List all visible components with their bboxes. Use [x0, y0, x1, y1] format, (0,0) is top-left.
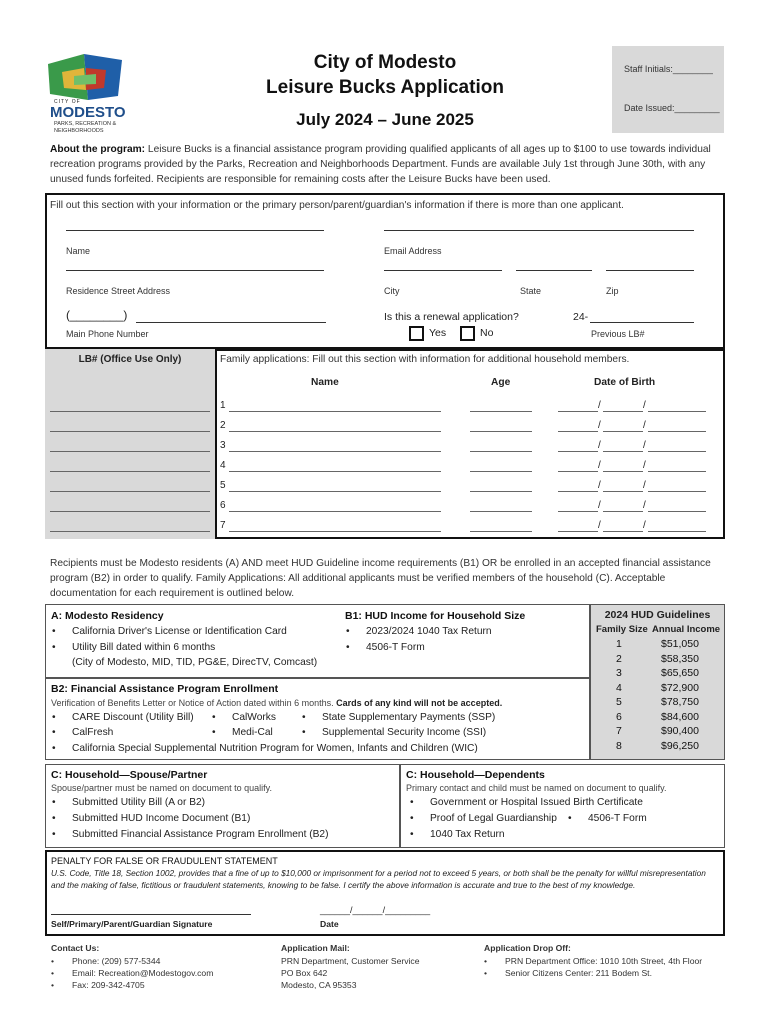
about-label: About the program:: [50, 144, 146, 155]
prev-lb-field[interactable]: [590, 322, 694, 323]
section-a-title: A: Modesto Residency: [51, 610, 164, 622]
family-instructions: Family applications: Fill out this section with information for additional household members.: [220, 354, 630, 365]
logo-sub2: NEIGHBORHOODS: [54, 128, 104, 134]
family-row-number: 3: [220, 440, 226, 451]
staff-initials[interactable]: Staff Initials:________: [624, 64, 713, 74]
contact-phone-text: Phone: (209) 577-5344: [72, 956, 161, 966]
hud-family-size: 5: [616, 696, 622, 708]
family-dob-sep: /: [598, 420, 601, 431]
family-dob-sep: /: [643, 420, 646, 431]
date-line[interactable]: ______/______/_________: [320, 905, 431, 915]
office-lb-field[interactable]: [50, 411, 210, 412]
family-dob-sep: /: [598, 480, 601, 491]
phone-label: Main Phone Number: [66, 329, 149, 339]
contact-title: Contact Us:: [51, 943, 100, 953]
family-dob-sep: /: [598, 460, 601, 471]
family-age-field[interactable]: [470, 491, 532, 492]
office-lb-field[interactable]: [50, 491, 210, 492]
office-lb-field[interactable]: [50, 531, 210, 532]
signature-field[interactable]: [51, 914, 251, 915]
family-dob-day[interactable]: [603, 451, 643, 452]
hud-col-income: Annual Income: [652, 624, 721, 635]
family-row-number: 7: [220, 520, 226, 531]
drop-line-2-text: Senior Citizens Center: 211 Bodem St.: [505, 968, 652, 978]
family-dob-month[interactable]: [558, 531, 598, 532]
family-row-number: 6: [220, 500, 226, 511]
family-name-field[interactable]: [229, 531, 441, 532]
hud-annual-income: $65,650: [661, 667, 699, 679]
drop-line-1-text: PRN Department Office: 1010 10th Street, 4th Floor: [505, 956, 703, 966]
hud-family-size: 3: [616, 667, 622, 679]
section-c2-title: C: Household—Dependents: [406, 769, 545, 781]
family-dob-day[interactable]: [603, 511, 643, 512]
family-dob-month[interactable]: [558, 411, 598, 412]
renewal-no-checkbox[interactable]: [460, 326, 475, 341]
mail-line-3: Modesto, CA 95353: [281, 980, 357, 990]
period-title: July 2024 – June 2025: [296, 110, 474, 129]
b2-care: • CARE Discount (Utility Bill): [72, 712, 194, 723]
family-dob-sep: /: [598, 400, 601, 411]
signature-label: Self/Primary/Parent/Guardian Signature: [51, 919, 213, 929]
family-dob-day[interactable]: [603, 491, 643, 492]
family-dob-sep: /: [643, 520, 646, 531]
family-dob-month[interactable]: [558, 431, 598, 432]
logo-small-text: CITY OF: [54, 99, 81, 105]
c1-item-1: • Submitted Utility Bill (A or B2): [72, 797, 205, 808]
section-b1-item-1: • 2023/2024 1040 Tax Return: [366, 626, 492, 637]
penalty-title: PENALTY FOR FALSE OR FRAUDULENT STATEMENT: [51, 856, 278, 866]
section-b2-note: [51, 698, 502, 708]
renewal-question: Is this a renewal application?: [384, 311, 519, 323]
hud-annual-income: $84,600: [661, 710, 699, 723]
section-c2-note: Primary contact and child must be named on document to qualify.: [406, 783, 667, 793]
family-dob-year[interactable]: [648, 411, 706, 412]
name-label: Name: [66, 246, 91, 256]
zip-field[interactable]: [606, 270, 694, 271]
c2-item-3: • 1040 Tax Return: [430, 829, 505, 840]
email-label: Email Address: [384, 246, 442, 256]
b2-ssp: • State Supplementary Payments (SSP): [322, 712, 495, 723]
family-dob-year[interactable]: [648, 531, 706, 532]
contact-email: • Email: Recreation@Modestogov.com: [51, 968, 214, 978]
applicant-instructions: Fill out this section with your information or the primary person/parent/guardian's information if there is more than one applicant.: [50, 200, 624, 211]
staff-use-box: [612, 46, 724, 133]
family-dob-sep: /: [643, 460, 646, 471]
logo-big-text: MODESTO: [50, 104, 126, 121]
requirements-text: Recipients must be Modesto residents (A) AND meet HUD Guideline income requirements (B1) OR be enrolled in an accepted financial assistance program (B2) in order to qualify. Family Applications: All additional applicants must be verified members of the household (C). Acceptable documentation for each requirement is outlined below.: [50, 558, 711, 599]
b2-note-text: Verification of Benefits Letter or Notice of Action dated within 6 months.: [51, 698, 334, 708]
drop-title: Application Drop Off:: [484, 943, 571, 953]
family-dob-month[interactable]: [558, 511, 598, 512]
c2-item-2a: • Proof of Legal Guardianship: [430, 813, 557, 824]
col-name-header: Name: [311, 377, 339, 388]
family-age-field[interactable]: [470, 471, 532, 472]
family-dob-day[interactable]: [603, 411, 643, 412]
family-dob-month[interactable]: [558, 491, 598, 492]
app-title: Leisure Bucks Application: [266, 77, 504, 98]
family-dob-year[interactable]: [648, 471, 706, 472]
hud-family-size: 6: [616, 710, 622, 723]
family-row-number: 2: [220, 420, 226, 431]
family-age-field[interactable]: [470, 511, 532, 512]
lb-prefix: 24-: [573, 311, 589, 323]
family-dob-month[interactable]: [558, 451, 598, 452]
street-label: Residence Street Address: [66, 286, 171, 296]
c2-item-1: • Government or Hospital Issued Birth Certificate: [430, 797, 643, 808]
city-title: City of Modesto: [313, 52, 457, 73]
section-b2-title: B2: Financial Assistance Program Enrollment: [51, 683, 279, 695]
family-dob-year[interactable]: [648, 491, 706, 492]
family-name-field[interactable]: [229, 431, 441, 432]
family-dob-sep: /: [643, 440, 646, 451]
date-label: Date: [320, 919, 339, 929]
prev-lb-label: Previous LB#: [591, 329, 645, 339]
section-a-item-1: • California Driver's License or Identification Card: [72, 626, 287, 637]
family-row-number: 4: [220, 460, 226, 471]
hud-annual-income: $90,400: [661, 725, 699, 737]
mail-title: Application Mail:: [281, 943, 350, 953]
family-row-number: 5: [220, 480, 226, 491]
b2-medical: • Medi-Cal: [232, 727, 273, 738]
contact-fax-text: Fax: 209-342-4705: [72, 980, 145, 990]
phone-field[interactable]: [136, 322, 326, 323]
family-dob-sep: /: [598, 440, 601, 451]
hud-annual-income: $58,350: [661, 652, 699, 665]
section-b1-title: B1: HUD Income for Household Size: [345, 610, 526, 622]
mail-line-1: PRN Department, Customer Service: [281, 956, 420, 966]
family-name-field[interactable]: [229, 451, 441, 452]
family-dob-sep: /: [643, 480, 646, 491]
date-issued[interactable]: Date Issued:_________: [624, 103, 720, 113]
street-field[interactable]: [66, 270, 324, 271]
about-program: [50, 142, 725, 187]
family-dob-month[interactable]: [558, 471, 598, 472]
hud-family-size: 2: [616, 652, 622, 665]
city-label: City: [384, 286, 400, 296]
logo-sub1: PARKS, RECREATION &: [54, 121, 117, 127]
family-dob-sep: /: [598, 520, 601, 531]
hud-annual-income: $96,250: [661, 739, 699, 752]
family-dob-day[interactable]: [603, 471, 643, 472]
family-dob-sep: /: [643, 400, 646, 411]
hud-family-size: 8: [616, 739, 622, 752]
col-age-header: Age: [491, 377, 511, 388]
renewal-no-label: No: [480, 327, 494, 339]
b2-wic: • California Special Supplemental Nutrition Program for Women, Infants and Children (WIC): [72, 743, 478, 754]
office-use-label: LB# (Office Use Only): [78, 354, 182, 365]
family-dob-day[interactable]: [603, 431, 643, 432]
hud-annual-income: $72,900: [661, 681, 699, 694]
office-lb-field[interactable]: [50, 451, 210, 452]
family-name-field[interactable]: [229, 411, 441, 412]
c1-item-3: • Submitted Financial Assistance Program Enrollment (B2): [72, 829, 329, 840]
section-c1-title: C: Household—Spouse/Partner: [51, 769, 208, 781]
contact-fax: • Fax: 209-342-4705: [51, 980, 145, 990]
renewal-yes-label: Yes: [429, 327, 447, 339]
hud-family-size: 1: [616, 638, 622, 650]
family-age-field[interactable]: [470, 531, 532, 532]
drop-line-1: • PRN Department Office: 1010 10th Street, 4th Floor: [484, 956, 703, 966]
section-a-note: (City of Modesto, MID, TID, PG&E, DirecTV, Comcast): [72, 657, 318, 668]
b2-calworks: • CalWorks: [232, 712, 276, 723]
office-lb-field[interactable]: [50, 471, 210, 472]
name-field[interactable]: [66, 230, 324, 231]
contact-phone: • Phone: (209) 577-5344: [51, 956, 161, 966]
section-a-item-2: • Utility Bill dated within 6 months: [72, 642, 215, 653]
office-lb-field[interactable]: [50, 431, 210, 432]
family-dob-day[interactable]: [603, 531, 643, 532]
state-field[interactable]: [516, 270, 592, 271]
contact-email-text[interactable]: Email: Recreation@Modestogov.com: [72, 968, 214, 978]
family-dob-year[interactable]: [648, 431, 706, 432]
applicant-section: [45, 193, 725, 349]
family-age-field[interactable]: [470, 451, 532, 452]
b2-ssi: • Supplemental Security Income (SSI): [322, 727, 486, 738]
family-row-number: 1: [220, 400, 226, 411]
family-name-field[interactable]: [229, 471, 441, 472]
penalty-text: U.S. Code, Title 18, Section 1002, provides that a fine of up to $10,000 or imprisonment for a period not to exceed 5 years, or both shall be the penalty for willful misrepresentation and the making of false, fictitious or fraudulent statements, knowing to be false. I certify the above information is accurate and true to the best of my knowledge.: [51, 868, 706, 890]
mail-line-2: PO Box 642: [281, 968, 328, 978]
b2-note-bold: Cards of any kind will not be accepted.: [333, 698, 503, 708]
phone-paren: (________): [66, 308, 128, 322]
family-dob-sep: /: [598, 500, 601, 511]
office-lb-field[interactable]: [50, 511, 210, 512]
family-age-field[interactable]: [470, 411, 532, 412]
c1-item-2: • Submitted HUD Income Document (B1): [72, 813, 250, 824]
family-name-field[interactable]: [229, 491, 441, 492]
hud-family-size: 4: [616, 681, 622, 694]
hud-annual-income: $51,050: [661, 638, 699, 650]
family-dob-sep: /: [643, 500, 646, 511]
email-field[interactable]: [384, 230, 694, 231]
city-field[interactable]: [384, 270, 502, 271]
hud-title: 2024 HUD Guidelines: [604, 609, 711, 621]
renewal-yes-checkbox[interactable]: [409, 326, 424, 341]
hud-family-size: 7: [616, 725, 622, 737]
b2-calfresh: • CalFresh: [72, 727, 113, 738]
family-dob-year[interactable]: [648, 511, 706, 512]
state-label: State: [520, 286, 542, 296]
about-text: Leisure Bucks is a financial assistance program providing qualified applicants of all ages up to $100 to use towards individual recreation programs provided by the Parks, Recreation and Neighborhoods Department. Funds are available July 1st through June 30th, with any unused funds forfeited. Recipients are responsible for remaining costs after the Leisure Bucks have been used.: [50, 144, 711, 185]
section-c1-note: Spouse/partner must be named on document to qualify.: [51, 783, 272, 793]
zip-label: Zip: [606, 286, 619, 296]
c2-item-2b: • 4506-T Form: [588, 813, 647, 824]
family-dob-year[interactable]: [648, 451, 706, 452]
family-age-field[interactable]: [470, 431, 532, 432]
section-b1-item-2: • 4506-T Form: [366, 642, 425, 653]
hud-col-size: Family Size: [596, 624, 648, 635]
col-dob-header: Date of Birth: [594, 377, 656, 388]
family-name-field[interactable]: [229, 511, 441, 512]
drop-line-2: • Senior Citizens Center: 211 Bodem St.: [484, 968, 652, 978]
hud-annual-income: $78,750: [661, 696, 699, 708]
